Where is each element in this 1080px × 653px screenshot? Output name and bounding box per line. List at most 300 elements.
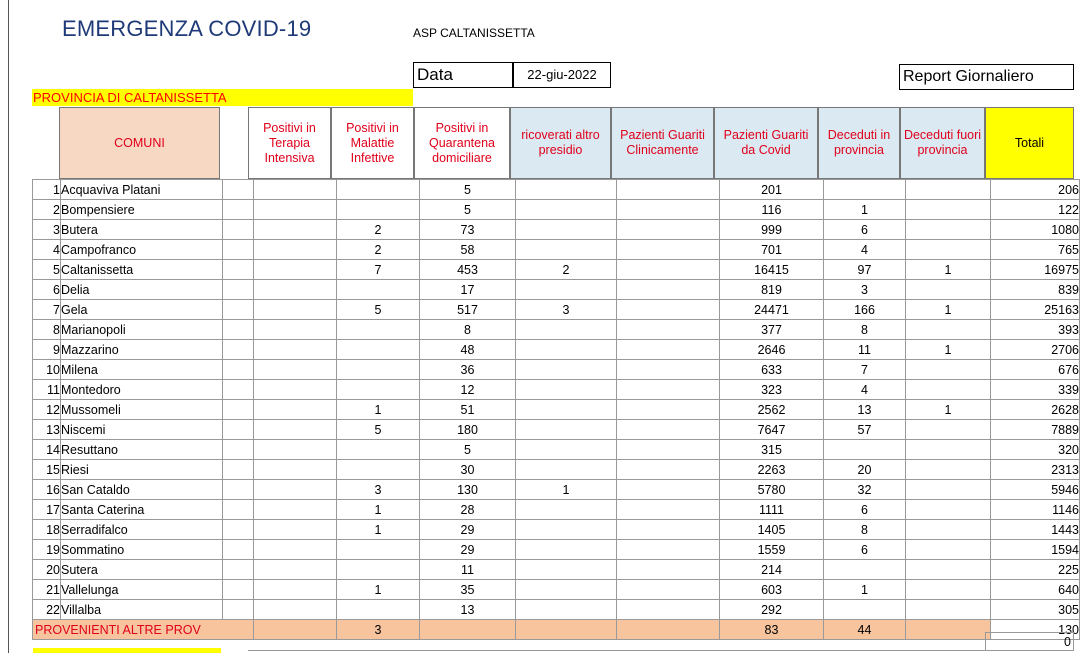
province-banner: PROVINCIA DI CALTANISSETTA	[32, 89, 413, 106]
gap-cell	[223, 280, 254, 300]
ricoverati-cell	[516, 600, 617, 620]
deceduti-cell: 166	[824, 300, 906, 320]
guariti-covid-cell: 292	[720, 600, 824, 620]
deceduti-cell: 1	[824, 200, 906, 220]
deceduti-fuori-cell	[906, 280, 991, 300]
header-guariti-covid: Pazienti Guariti da Covid	[714, 107, 818, 179]
quarantena-cell: 5	[420, 180, 516, 200]
totale-cell: 676	[991, 360, 1080, 380]
quarantena-cell: 35	[420, 580, 516, 600]
table-row	[33, 540, 1080, 560]
totale-cell: 320	[991, 440, 1080, 460]
gap-cell	[223, 320, 254, 340]
ricoverati-cell: 3	[516, 300, 617, 320]
deceduti-cell: 11	[824, 340, 906, 360]
gap-cell	[223, 260, 254, 280]
ricoverati-cell	[516, 320, 617, 340]
row-number: 17	[33, 500, 61, 520]
guariti-clin-cell	[617, 600, 720, 620]
table-row	[33, 180, 1080, 200]
guariti-clin-cell	[617, 520, 720, 540]
totale-cell: 305	[991, 600, 1080, 620]
comune-name: Bompensiere	[61, 200, 223, 220]
guariti-clin-cell	[617, 280, 720, 300]
guariti-covid-cell: 315	[720, 440, 824, 460]
quarantena-cell: 11	[420, 560, 516, 580]
deceduti-cell: 8	[824, 520, 906, 540]
guariti-clin-cell	[617, 260, 720, 280]
ricoverati-cell	[516, 380, 617, 400]
totale-cell: 1594	[991, 540, 1080, 560]
table-row	[33, 380, 1080, 400]
header-quarantena: Positivi in Quarantena domiciliare	[414, 107, 510, 179]
gap-cell	[223, 180, 254, 200]
deceduti-fuori-cell	[906, 440, 991, 460]
quarantena-cell: 30	[420, 460, 516, 480]
report-label: Report Giornaliero	[899, 64, 1074, 90]
deceduti-cell: 6	[824, 220, 906, 240]
malattie-cell: 5	[337, 420, 420, 440]
left-border-line	[8, 0, 9, 653]
malattie-cell	[337, 540, 420, 560]
deceduti-fuori-cell	[906, 480, 991, 500]
guariti-covid-cell: 24471	[720, 300, 824, 320]
ricoverati-cell	[516, 620, 617, 640]
table-row	[33, 580, 1080, 600]
quarantena-cell: 17	[420, 280, 516, 300]
guariti-covid-cell: 1559	[720, 540, 824, 560]
guariti-covid-cell: 323	[720, 380, 824, 400]
comune-name: Milena	[61, 360, 223, 380]
malattie-cell	[337, 280, 420, 300]
row-number: 6	[33, 280, 61, 300]
terapia-cell	[254, 500, 337, 520]
malattie-cell	[337, 340, 420, 360]
guariti-covid-cell: 16415	[720, 260, 824, 280]
page-title: EMERGENZA COVID-19	[62, 16, 312, 41]
quarantena-cell: 8	[420, 320, 516, 340]
ricoverati-cell	[516, 560, 617, 580]
guariti-clin-cell	[617, 440, 720, 460]
deceduti-fuori-cell: 1	[906, 300, 991, 320]
quarantena-cell: 13	[420, 600, 516, 620]
row-number: 21	[33, 580, 61, 600]
terapia-cell	[254, 420, 337, 440]
guariti-covid-cell: 603	[720, 580, 824, 600]
asp-label: ASP CALTANISSETTA	[413, 26, 535, 40]
quarantena-cell: 12	[420, 380, 516, 400]
row-number: 15	[33, 460, 61, 480]
quarantena-cell: 5	[420, 200, 516, 220]
malattie-cell	[337, 380, 420, 400]
guariti-covid-cell: 116	[720, 200, 824, 220]
terapia-cell	[254, 220, 337, 240]
gap-cell	[223, 240, 254, 260]
deceduti-fuori-cell	[906, 240, 991, 260]
ricoverati-cell	[516, 440, 617, 460]
table-row	[33, 520, 1080, 540]
gap-cell	[223, 520, 254, 540]
quarantena-cell: 29	[420, 540, 516, 560]
guariti-covid-cell: 633	[720, 360, 824, 380]
terapia-cell	[254, 180, 337, 200]
deceduti-cell: 6	[824, 540, 906, 560]
quarantena-cell: 29	[420, 520, 516, 540]
quarantena-cell: 517	[420, 300, 516, 320]
totale-cell: 640	[991, 580, 1080, 600]
gap-cell	[223, 300, 254, 320]
terapia-cell	[254, 320, 337, 340]
date-value: 22-giu-2022	[513, 62, 611, 88]
malattie-cell: 1	[337, 400, 420, 420]
table-row	[33, 200, 1080, 220]
guariti-clin-cell	[617, 380, 720, 400]
deceduti-cell	[824, 600, 906, 620]
header-deceduti-fuori: Deceduti fuori provincia	[900, 107, 985, 179]
guariti-clin-cell	[617, 180, 720, 200]
ricoverati-cell	[516, 520, 617, 540]
date-label: Data	[413, 62, 513, 88]
deceduti-fuori-cell: 1	[906, 340, 991, 360]
malattie-cell: 2	[337, 240, 420, 260]
row-number: 2	[33, 200, 61, 220]
totale-cell: 839	[991, 280, 1080, 300]
ricoverati-cell	[516, 240, 617, 260]
deceduti-fuori-cell	[906, 360, 991, 380]
totale-cell: 2313	[991, 460, 1080, 480]
guariti-clin-cell	[617, 620, 720, 640]
deceduti-cell: 4	[824, 380, 906, 400]
guariti-clin-cell	[617, 320, 720, 340]
comune-name: Mazzarino	[61, 340, 223, 360]
quarantena-cell: 73	[420, 220, 516, 240]
quarantena-cell: 130	[420, 480, 516, 500]
terapia-cell	[254, 520, 337, 540]
row-number: 1	[33, 180, 61, 200]
guariti-clin-cell	[617, 400, 720, 420]
table-row	[33, 260, 1080, 280]
deceduti-fuori-cell	[906, 380, 991, 400]
row-number: 11	[33, 380, 61, 400]
totale-cell: 1146	[991, 500, 1080, 520]
row-number: 14	[33, 440, 61, 460]
terapia-cell	[254, 560, 337, 580]
totale-cell: 206	[991, 180, 1080, 200]
malattie-cell: 5	[337, 300, 420, 320]
terapia-cell	[254, 300, 337, 320]
malattie-cell: 3	[337, 480, 420, 500]
totale-cell: 122	[991, 200, 1080, 220]
ricoverati-cell	[516, 360, 617, 380]
deceduti-fuori-cell: 1	[906, 260, 991, 280]
table-row	[33, 320, 1080, 340]
guariti-covid-cell: 2263	[720, 460, 824, 480]
quarantena-cell: 28	[420, 500, 516, 520]
comune-name: Vallelunga	[61, 580, 223, 600]
malattie-cell	[337, 320, 420, 340]
deceduti-fuori-cell: 1	[906, 400, 991, 420]
guariti-clin-cell	[617, 200, 720, 220]
guariti-covid-cell: 819	[720, 280, 824, 300]
totale-cell: 339	[991, 380, 1080, 400]
comune-name: Montedoro	[61, 380, 223, 400]
table-row	[33, 400, 1080, 420]
comune-name: Acquaviva Platani	[61, 180, 223, 200]
ricoverati-cell	[516, 500, 617, 520]
gap-cell	[223, 360, 254, 380]
ricoverati-cell	[516, 180, 617, 200]
header-ricoverati: ricoverati altro presidio	[510, 107, 611, 179]
gap-cell	[223, 440, 254, 460]
terapia-cell	[254, 380, 337, 400]
guariti-covid-cell: 701	[720, 240, 824, 260]
deceduti-cell: 97	[824, 260, 906, 280]
comune-name: Santa Caterina	[61, 500, 223, 520]
guariti-clin-cell	[617, 560, 720, 580]
guariti-clin-cell	[617, 360, 720, 380]
ricoverati-cell	[516, 220, 617, 240]
malattie-cell: 2	[337, 220, 420, 240]
deceduti-fuori-cell	[906, 560, 991, 580]
deceduti-cell: 1	[824, 580, 906, 600]
quarantena-cell: 36	[420, 360, 516, 380]
deceduti-cell: 44	[824, 620, 906, 640]
deceduti-fuori-cell	[906, 520, 991, 540]
ricoverati-cell	[516, 460, 617, 480]
table-row	[33, 280, 1080, 300]
malattie-cell: 7	[337, 260, 420, 280]
deceduti-cell: 7	[824, 360, 906, 380]
totale-cell: 5946	[991, 480, 1080, 500]
row-number: 16	[33, 480, 61, 500]
row-number: 20	[33, 560, 61, 580]
quarantena-cell: 58	[420, 240, 516, 260]
deceduti-fuori-cell	[906, 500, 991, 520]
bottom-yellow-bar	[33, 648, 221, 653]
malattie-cell	[337, 460, 420, 480]
comune-name: Niscemi	[61, 420, 223, 440]
guariti-covid-cell: 201	[720, 180, 824, 200]
header-guariti-clinicamente: Pazienti Guariti Clinicamente	[611, 107, 714, 179]
quarantena-cell: 180	[420, 420, 516, 440]
gap-cell	[223, 460, 254, 480]
guariti-covid-cell: 83	[720, 620, 824, 640]
provenienti-label: PROVENIENTI ALTRE PROV	[33, 620, 254, 640]
malattie-cell: 1	[337, 500, 420, 520]
deceduti-cell	[824, 440, 906, 460]
guariti-clin-cell	[617, 420, 720, 440]
table-row	[33, 360, 1080, 380]
table-row	[33, 440, 1080, 460]
deceduti-cell: 4	[824, 240, 906, 260]
row-number: 12	[33, 400, 61, 420]
quarantena-cell	[420, 620, 516, 640]
deceduti-fuori-cell	[906, 320, 991, 340]
comune-name: Butera	[61, 220, 223, 240]
deceduti-cell: 20	[824, 460, 906, 480]
quarantena-cell: 51	[420, 400, 516, 420]
gap-cell	[223, 480, 254, 500]
gap-cell	[223, 200, 254, 220]
malattie-cell: 3	[337, 620, 420, 640]
gap-cell	[223, 600, 254, 620]
guariti-clin-cell	[617, 480, 720, 500]
gap-cell	[223, 420, 254, 440]
deceduti-cell	[824, 560, 906, 580]
totale-cell: 765	[991, 240, 1080, 260]
comune-name: Riesi	[61, 460, 223, 480]
totale-cell: 7889	[991, 420, 1080, 440]
malattie-cell	[337, 600, 420, 620]
deceduti-fuori-cell	[906, 580, 991, 600]
totale-cell: 225	[991, 560, 1080, 580]
terapia-cell	[254, 480, 337, 500]
deceduti-fuori-cell	[906, 180, 991, 200]
totale-cell: 393	[991, 320, 1080, 340]
header-malattie-infettive: Positivi in Malattie Infettive	[331, 107, 414, 179]
guariti-clin-cell	[617, 500, 720, 520]
malattie-cell	[337, 200, 420, 220]
malattie-cell	[337, 360, 420, 380]
deceduti-cell: 13	[824, 400, 906, 420]
gap-cell	[223, 540, 254, 560]
row-number: 18	[33, 520, 61, 540]
guariti-covid-cell: 1111	[720, 500, 824, 520]
guariti-covid-cell: 2646	[720, 340, 824, 360]
terapia-cell	[254, 360, 337, 380]
totale-cell: 2628	[991, 400, 1080, 420]
deceduti-fuori-cell	[906, 540, 991, 560]
table-row	[33, 420, 1080, 440]
header-totali: Totali	[985, 107, 1074, 179]
table-row	[33, 240, 1080, 260]
guariti-covid-cell: 377	[720, 320, 824, 340]
deceduti-fuori-cell	[906, 460, 991, 480]
terapia-cell	[254, 540, 337, 560]
table-row	[33, 600, 1080, 620]
ricoverati-cell	[516, 400, 617, 420]
totale-cell: 25163	[991, 300, 1080, 320]
quarantena-cell: 48	[420, 340, 516, 360]
comune-name: Caltanissetta	[61, 260, 223, 280]
row-number: 22	[33, 600, 61, 620]
terapia-cell	[254, 240, 337, 260]
malattie-cell	[337, 440, 420, 460]
row-number: 13	[33, 420, 61, 440]
data-table	[32, 179, 1080, 640]
row-number: 3	[33, 220, 61, 240]
totale-cell: 2706	[991, 340, 1080, 360]
row-number: 10	[33, 360, 61, 380]
totale-cell: 1443	[991, 520, 1080, 540]
guariti-clin-cell	[617, 460, 720, 480]
guariti-covid-cell: 214	[720, 560, 824, 580]
header-deceduti-provincia: Deceduti in provincia	[818, 107, 900, 179]
terapia-cell	[254, 200, 337, 220]
gap-cell	[223, 380, 254, 400]
deceduti-fuori-cell	[906, 620, 991, 640]
deceduti-fuori-cell	[906, 220, 991, 240]
totale-cell: 16975	[991, 260, 1080, 280]
gap-cell	[223, 560, 254, 580]
ricoverati-cell	[516, 280, 617, 300]
quarantena-cell: 453	[420, 260, 516, 280]
terapia-cell	[254, 400, 337, 420]
guariti-clin-cell	[617, 300, 720, 320]
comune-name: Resuttano	[61, 440, 223, 460]
terapia-cell	[254, 260, 337, 280]
row-number: 9	[33, 340, 61, 360]
comune-name: Marianopoli	[61, 320, 223, 340]
bottom-border-line	[248, 650, 1073, 651]
guariti-clin-cell	[617, 340, 720, 360]
terapia-cell	[254, 580, 337, 600]
gap-cell	[223, 340, 254, 360]
comune-name: Serradifalco	[61, 520, 223, 540]
gap-cell	[223, 500, 254, 520]
gap-cell	[223, 220, 254, 240]
row-number: 5	[33, 260, 61, 280]
table-row	[33, 460, 1080, 480]
terapia-cell	[254, 600, 337, 620]
table-row	[33, 300, 1080, 320]
malattie-cell	[337, 180, 420, 200]
terapia-cell	[254, 440, 337, 460]
comune-name: Sutera	[61, 560, 223, 580]
malattie-cell: 1	[337, 520, 420, 540]
provenienti-row	[33, 620, 1080, 640]
table-row	[33, 560, 1080, 580]
deceduti-cell: 3	[824, 280, 906, 300]
table-row	[33, 340, 1080, 360]
ricoverati-cell: 1	[516, 480, 617, 500]
table-row	[33, 500, 1080, 520]
terapia-cell	[254, 340, 337, 360]
malattie-cell: 1	[337, 580, 420, 600]
guariti-covid-cell: 5780	[720, 480, 824, 500]
extra-total-cell: 0	[985, 632, 1074, 651]
ricoverati-cell	[516, 340, 617, 360]
deceduti-cell: 32	[824, 480, 906, 500]
guariti-clin-cell	[617, 540, 720, 560]
comune-name: San Cataldo	[61, 480, 223, 500]
deceduti-cell	[824, 180, 906, 200]
ricoverati-cell: 2	[516, 260, 617, 280]
comune-name: Sommatino	[61, 540, 223, 560]
comune-name: Gela	[61, 300, 223, 320]
terapia-cell	[254, 460, 337, 480]
deceduti-fuori-cell	[906, 420, 991, 440]
ricoverati-cell	[516, 200, 617, 220]
ricoverati-cell	[516, 540, 617, 560]
deceduti-cell: 57	[824, 420, 906, 440]
totale-cell: 1080	[991, 220, 1080, 240]
guariti-covid-cell: 7647	[720, 420, 824, 440]
deceduti-fuori-cell	[906, 200, 991, 220]
comune-name: Villalba	[61, 600, 223, 620]
row-number: 7	[33, 300, 61, 320]
guariti-clin-cell	[617, 220, 720, 240]
header-comuni: COMUNI	[59, 107, 220, 179]
quarantena-cell: 5	[420, 440, 516, 460]
totale-cell: 130	[991, 620, 1080, 640]
deceduti-cell: 6	[824, 500, 906, 520]
row-number: 8	[33, 320, 61, 340]
guariti-covid-cell: 2562	[720, 400, 824, 420]
terapia-cell	[254, 620, 337, 640]
comune-name: Delia	[61, 280, 223, 300]
table-row	[33, 220, 1080, 240]
